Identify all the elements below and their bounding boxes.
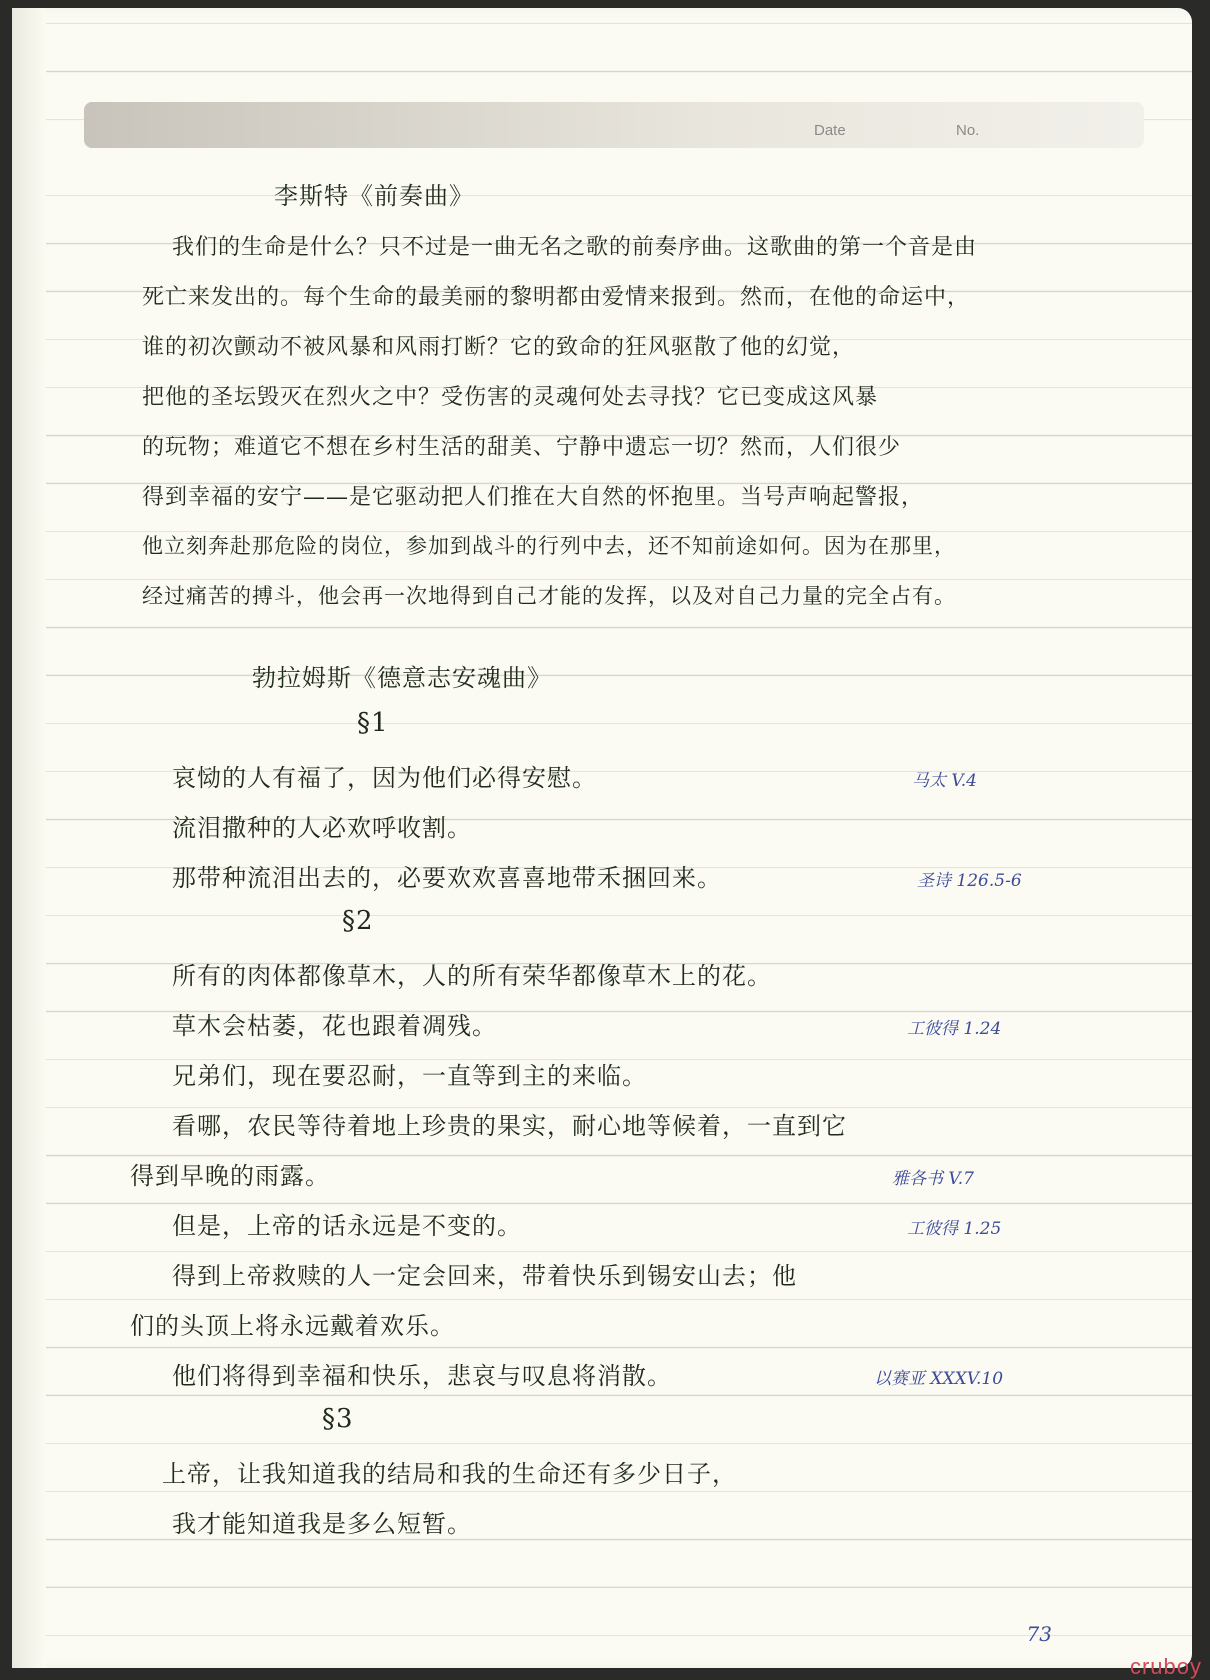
- section-mark-1: §1: [357, 708, 389, 738]
- text1-line: 谁的初次颤动不被风暴和风雨打断？它的致命的狂风驱散了他的幻觉，: [142, 335, 856, 360]
- s2-line: 所有的肉体都像草木，人的所有荣华都像草木上的花。: [172, 962, 772, 990]
- s1-line: 那带种流泪出去的，必要欢欢喜喜地带禾捆回来。: [172, 864, 722, 892]
- s2-line: 得到上帝救赎的人一定会回来，带着快乐到锡安山去；他: [172, 1262, 797, 1290]
- s2-line: 们的头顶上将永远戴着欢乐。: [130, 1312, 455, 1340]
- s1-line: 流泪撒种的人必欢呼收割。: [172, 814, 472, 842]
- s2-line: 看哪，农民等待着地上珍贵的果实，耐心地等候着，一直到它: [172, 1112, 847, 1140]
- watermark: cruboy: [1129, 1654, 1202, 1679]
- text1-line: 死亡来发出的。每个生命的最美丽的黎明都由爱情来报到。然而，在他的命运中，: [142, 285, 971, 310]
- s3-line: 我才能知道我是多么短暂。: [172, 1510, 472, 1538]
- date-label: Date: [814, 122, 846, 139]
- s1-note: 马太 V.4: [912, 771, 977, 791]
- notebook-page: [12, 8, 1192, 1668]
- no-label: No.: [956, 122, 980, 139]
- text1-line: 把他的圣坛毁灭在烈火之中？受伤害的灵魂何处去寻找？它已变成这风暴: [142, 385, 879, 410]
- s2-line: 但是，上帝的话永远是不变的。: [172, 1212, 522, 1240]
- page-fold-shadow: [12, 8, 46, 1668]
- s2-line: 得到早晚的雨露。: [130, 1162, 330, 1190]
- text1-line: 我们的生命是什么？只不过是一曲无名之歌的前奏序曲。这歌曲的第一个音是由: [172, 235, 978, 260]
- s2-note: 雅各书 V.7: [892, 1169, 974, 1189]
- text1-title: 李斯特《前奏曲》: [274, 182, 474, 210]
- s1-note: 圣诗 126.5-6: [917, 871, 1022, 891]
- s1-line: 哀恸的人有福了，因为他们必得安慰。: [172, 764, 597, 792]
- s2-line: 草木会枯萎，花也跟着凋残。: [172, 1012, 497, 1040]
- s2-note: 工彼得 1.25: [907, 1219, 1002, 1239]
- text1-line: 得到幸福的安宁——是它驱动把人们推在大自然的怀抱里。当号声响起警报，: [142, 485, 925, 510]
- section-mark-3: §3: [322, 1404, 354, 1434]
- text1-line: 他立刻奔赴那危险的岗位，参加到战斗的行列中去，还不知前途如何。因为在那里，: [142, 534, 956, 558]
- s3-line: 上帝，让我知道我的结局和我的生命还有多少日子，: [162, 1460, 737, 1488]
- s2-note: 工彼得 1.24: [907, 1019, 1002, 1039]
- page-number: 73: [1026, 1622, 1052, 1646]
- text1-line: 经过痛苦的搏斗，他会再一次地得到自己才能的发挥，以及对自己力量的完全占有。: [142, 584, 956, 608]
- s2-line: 兄弟们，现在要忍耐，一直等到主的来临。: [172, 1062, 647, 1090]
- s2-line: 他们将得到幸福和快乐，悲哀与叹息将消散。: [172, 1362, 672, 1390]
- text1-line: 的玩物；难道它不想在乡村生活的甜美、宁静中遗忘一切？然而，人们很少: [142, 435, 902, 460]
- header-bar: [84, 102, 1144, 148]
- s2-note: 以赛亚 XXXV.10: [874, 1369, 1004, 1389]
- section-mark-2: §2: [342, 906, 374, 936]
- text2-title: 勃拉姆斯《德意志安魂曲》: [252, 664, 552, 692]
